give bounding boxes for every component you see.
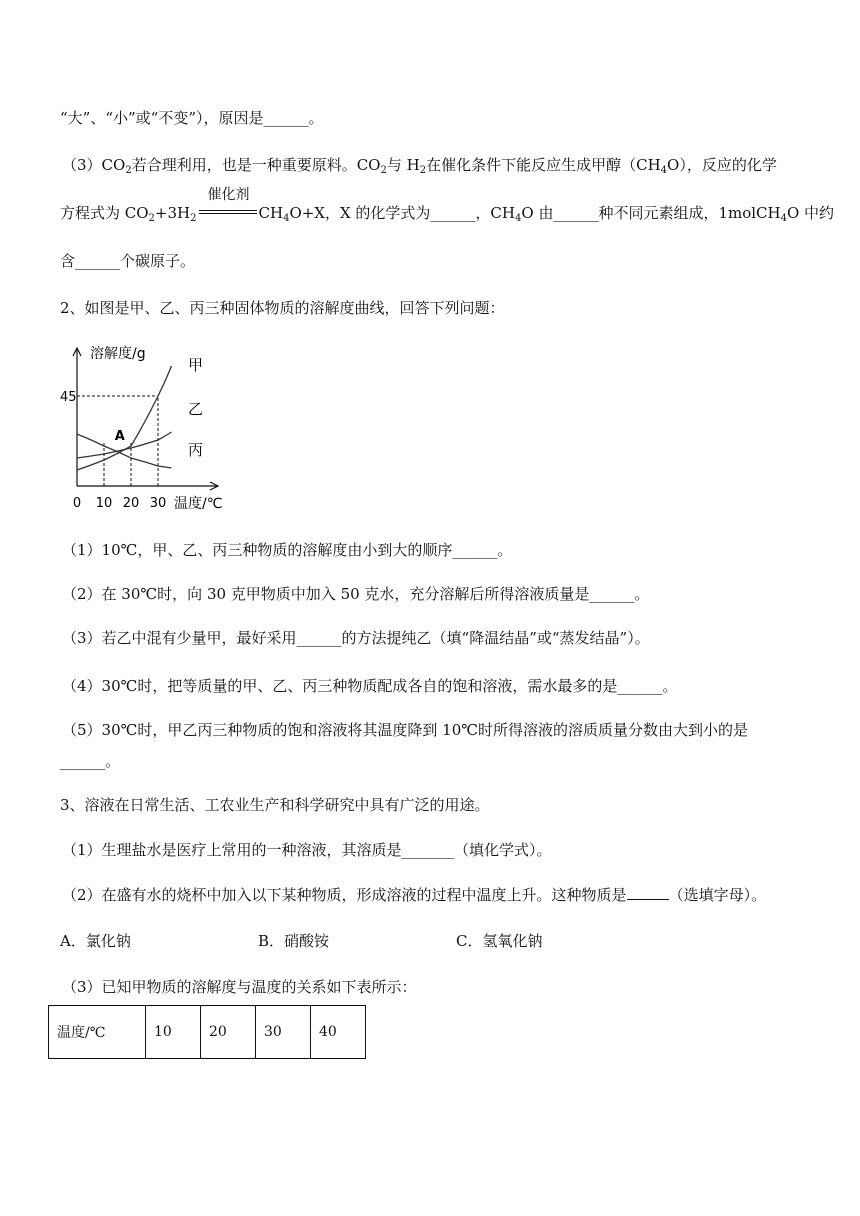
subscript: 4 — [780, 213, 787, 224]
series-label: 乙 — [188, 400, 204, 418]
q2-sub1: （1）10℃，甲、乙、丙三种物质的溶解度由小到大的顺序______。 — [62, 541, 513, 559]
q2-sub2: （2）在 30℃时，向 30 克甲物质中加入 50 克水，充分溶解后所得溶液质量是______。 — [62, 585, 650, 603]
subscript: 2 — [148, 213, 155, 224]
table-row — [49, 1006, 366, 1059]
table-cell: 10 — [146, 1006, 201, 1059]
text-span: （2）在盛有水的烧杯中加入以下某种物质，形成溶液的过程中温度上升。这种物质是 — [62, 886, 627, 904]
text-span: O+X，X 的化学式为______，CH — [289, 204, 515, 222]
option-b: B．硝酸铵 — [258, 932, 330, 950]
q2-sub4: （4）30℃时，把等质量的甲、乙、丙三种物质配成各自的饱和溶液，需水最多的是______。 — [62, 677, 678, 695]
solubility-table — [48, 1005, 366, 1059]
q3-sub1: （1）生理盐水是医疗上常用的一种溶液，其溶质是_______（填化学式）。 — [62, 841, 552, 859]
subscript: 2 — [419, 165, 427, 176]
text-span: O 由______种不同元素组成，1molCH — [521, 204, 781, 222]
x-tick-label: 20 — [122, 496, 140, 511]
y-axis-label: 溶解度/g — [90, 346, 146, 362]
table-cell: 30 — [256, 1006, 311, 1059]
table-cell: 40 — [311, 1006, 366, 1059]
q3-sub3: （3）已知甲物质的溶解度与温度的关系如下表所示： — [62, 978, 417, 996]
q1-last-line: 含______个碳原子。 — [60, 252, 196, 270]
text-span: +3H — [154, 204, 191, 222]
x-tick-label: 0 — [72, 496, 82, 511]
q2-sub5-blank: ______。 — [60, 752, 121, 770]
series-label: 丙 — [188, 441, 204, 459]
subscript: 2 — [125, 165, 132, 176]
answer-blank — [627, 885, 669, 900]
q1-line-a: “大”、“小”或“不变”），原因是______。 — [60, 109, 324, 127]
subscript: 2 — [380, 165, 387, 176]
q3-intro: 3、溶液在日常生活、工农业生产和科学研究中具有广泛的用途。 — [60, 796, 490, 814]
series-label: 甲 — [188, 356, 204, 374]
q1-part3-line — [62, 155, 777, 181]
q2-sub3: （3）若乙中混有少量甲，最好采用______的方法提纯乙（填“降温结晶”或“蒸发结晶”）。 — [62, 629, 650, 647]
option-a: A．氯化钠 — [60, 932, 131, 950]
text-span: 与 H — [386, 156, 420, 174]
text-span: CH — [258, 204, 284, 222]
x-axis-label: 温度/℃ — [174, 496, 223, 512]
reaction-arrow — [197, 187, 259, 223]
q2-intro: 2、如图是甲、乙、丙三种固体物质的溶解度曲线，回答下列问题： — [60, 299, 505, 317]
q3-sub2 — [62, 885, 766, 905]
text-span: 方程式为 CO — [60, 204, 149, 222]
text-span: O 中约 — [786, 204, 835, 222]
text-span: 在催化条件下能反应生成甲醇（CH — [426, 156, 661, 174]
catalyst-label: 催化剂 — [207, 187, 250, 203]
text-span: 若合理利用，也是一种重要原料。CO — [131, 156, 381, 174]
x-tick-label: 10 — [95, 496, 113, 511]
solubility-chart — [60, 338, 240, 513]
option-c: C．氢氧化钠 — [456, 932, 543, 950]
x-tick-label: 30 — [149, 496, 167, 511]
text-span: （选填字母）。 — [668, 886, 767, 904]
subscript: 2 — [190, 213, 197, 224]
q2-sub5: （5）30℃时，甲乙丙三种物质的饱和溶液将其温度降到 10℃时所得溶液的溶质质量分数由大到小的是 — [62, 721, 749, 739]
subscript: 4 — [283, 213, 290, 224]
table-cell: 20 — [201, 1006, 256, 1059]
point-label: A — [114, 429, 125, 444]
text-span: （3）CO — [62, 156, 126, 174]
subscript: 4 — [660, 165, 668, 176]
subscript: 4 — [515, 213, 522, 224]
q1-equation-line — [60, 187, 835, 229]
y-tick-label: 45 — [60, 390, 77, 405]
text-span: O），反应的化学 — [667, 156, 777, 174]
table-header-cell: 温度/℃ — [49, 1006, 146, 1059]
